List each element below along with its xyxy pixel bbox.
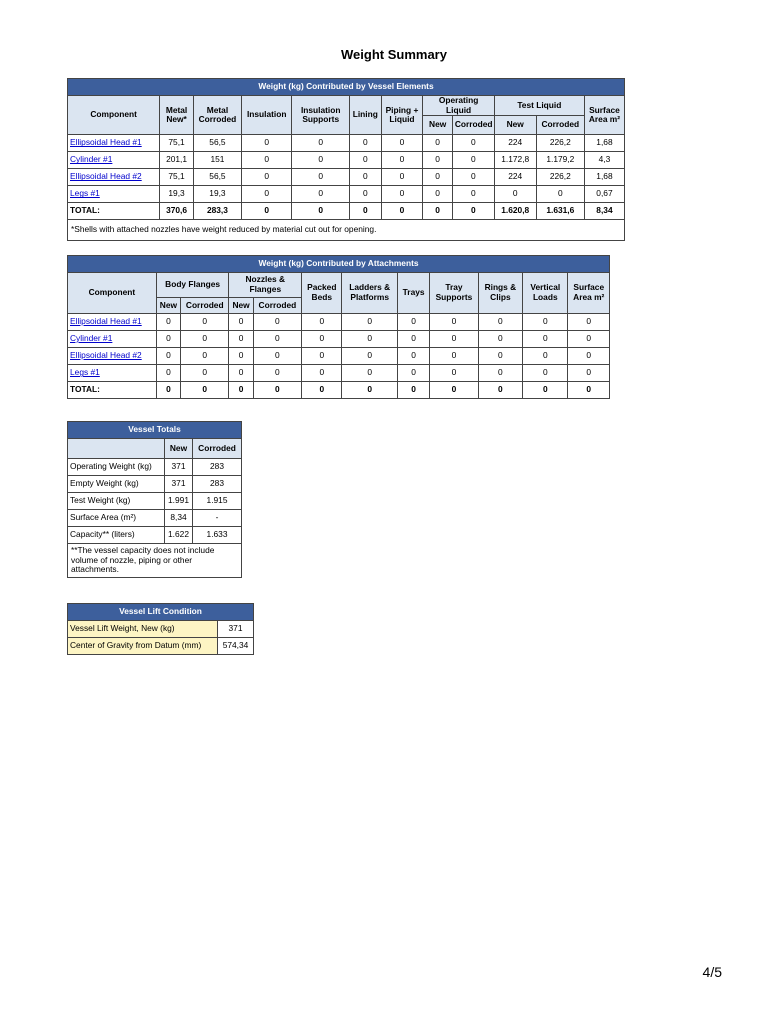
cell: 0 <box>350 152 381 169</box>
cell: 0 <box>342 348 398 365</box>
cell: 0 <box>242 186 292 203</box>
header-test-liquid: Test Liquid <box>494 96 584 116</box>
cell: 0 <box>397 365 429 382</box>
cell: 75,1 <box>160 135 194 152</box>
component-link[interactable]: Cylinder #1 <box>70 154 113 165</box>
cell: 0 <box>156 314 180 331</box>
cell: 1.172,8 <box>494 152 536 169</box>
cell: 0 <box>397 331 429 348</box>
table-row <box>68 459 242 476</box>
cell: 8,34 <box>584 203 624 220</box>
cell: 0 <box>452 135 494 152</box>
component-link[interactable]: Cylinder #1 <box>70 333 113 344</box>
cell: 283 <box>193 459 242 476</box>
cell: 0 <box>229 348 253 365</box>
cell: 1.179,2 <box>536 152 584 169</box>
component-link[interactable]: Legs #1 <box>70 367 100 378</box>
cell: 0 <box>478 348 522 365</box>
header-metal-corroded: Metal Corroded <box>193 96 241 135</box>
cell: 0 <box>423 186 452 203</box>
cell: 0 <box>181 365 229 382</box>
cell: 201,1 <box>160 152 194 169</box>
cell: 0 <box>229 365 253 382</box>
cell: 1.633 <box>193 527 242 544</box>
cell: 0 <box>342 365 398 382</box>
cell: 371 <box>165 476 193 493</box>
row-label: Capacity** (liters) <box>68 527 165 544</box>
cell: 1,68 <box>584 135 624 152</box>
cell: 0 <box>452 203 494 220</box>
cell: 0 <box>342 314 398 331</box>
cell: 0 <box>423 152 452 169</box>
row-label: Center of Gravity from Datum (mm) <box>68 638 218 655</box>
cell: 19,3 <box>160 186 194 203</box>
cell: 574,34 <box>218 638 254 655</box>
cell: 0 <box>452 186 494 203</box>
total-label: TOTAL: <box>68 203 160 220</box>
header-corroded: Corroded <box>452 116 494 135</box>
table-row <box>68 493 242 510</box>
header-new: New <box>494 116 536 135</box>
cell: 371 <box>218 621 254 638</box>
cell: 0 <box>478 331 522 348</box>
header-insulation: Insulation <box>242 96 292 135</box>
cell: 0 <box>302 365 342 382</box>
header-surface-area: Surface Area m² <box>568 273 610 314</box>
header-trays: Trays <box>397 273 429 314</box>
cell: 0 <box>568 382 610 399</box>
cell: 75,1 <box>160 169 194 186</box>
cell: 0 <box>452 152 494 169</box>
cell: 19,3 <box>193 186 241 203</box>
table-row <box>68 527 242 544</box>
cell: 0 <box>423 169 452 186</box>
cell: 224 <box>494 169 536 186</box>
cell: 0 <box>292 135 350 152</box>
header-body-flanges: Body Flanges <box>156 273 229 298</box>
cell: 283,3 <box>193 203 241 220</box>
table-row <box>68 314 610 331</box>
row-label: Vessel Lift Weight, New (kg) <box>68 621 218 638</box>
cell: 0 <box>302 348 342 365</box>
cell: 283 <box>193 476 242 493</box>
row-label: Operating Weight (kg) <box>68 459 165 476</box>
total-row <box>68 203 625 220</box>
cell: 0 <box>181 382 229 399</box>
header-new: New <box>165 439 193 459</box>
cell: 56,5 <box>193 135 241 152</box>
header-ladders-platforms: Ladders & Platforms <box>342 273 398 314</box>
page-number: 4/5 <box>702 964 722 980</box>
cell: 1,68 <box>584 169 624 186</box>
cell: 0 <box>156 331 180 348</box>
cell: 1.915 <box>193 493 242 510</box>
header-component: Component <box>68 96 160 135</box>
cell: 0 <box>253 348 301 365</box>
cell: 370,6 <box>160 203 194 220</box>
table-row <box>68 365 610 382</box>
header-corroded: Corroded <box>536 116 584 135</box>
header-insulation-supports: Insulation Supports <box>292 96 350 135</box>
header-new: New <box>423 116 452 135</box>
table-row <box>68 186 625 203</box>
cell: 0 <box>478 314 522 331</box>
cell: 0 <box>242 169 292 186</box>
row-label: Surface Area (m²) <box>68 510 165 527</box>
cell: 0 <box>381 203 423 220</box>
header-corroded: Corroded <box>253 298 301 314</box>
cell: 0 <box>478 382 522 399</box>
cell: 0 <box>292 152 350 169</box>
section-title: Vessel Lift Condition <box>68 604 254 621</box>
cell: 0 <box>292 186 350 203</box>
footnote: *Shells with attached nozzles have weight reduced by material cut out for opening. <box>68 220 625 241</box>
section-title: Weight (kg) Contributed by Attachments <box>68 256 610 273</box>
cell: 0 <box>342 382 398 399</box>
cell: 0 <box>397 348 429 365</box>
table-row <box>68 476 242 493</box>
header-tray-supports: Tray Supports <box>430 273 478 314</box>
header-lining: Lining <box>350 96 381 135</box>
cell: 1.631,6 <box>536 203 584 220</box>
table-row <box>68 348 610 365</box>
header-rings-clips: Rings & Clips <box>478 273 522 314</box>
cell: 0 <box>430 331 478 348</box>
cell: 0 <box>536 186 584 203</box>
attachments-table <box>67 255 610 399</box>
cell: 0 <box>381 186 423 203</box>
cell: 224 <box>494 135 536 152</box>
cell: 0 <box>242 135 292 152</box>
header-surface-area: Surface Area m² <box>584 96 624 135</box>
cell: 0 <box>452 169 494 186</box>
cell: - <box>193 510 242 527</box>
table-row <box>68 638 254 655</box>
cell: 0 <box>302 382 342 399</box>
cell: 0 <box>397 314 429 331</box>
cell: 0 <box>302 331 342 348</box>
component-link[interactable]: Ellipsoidal Head #1 <box>70 137 142 148</box>
cell: 0 <box>350 186 381 203</box>
header-packed-beds: Packed Beds <box>302 273 342 314</box>
table-row <box>68 169 625 186</box>
cell: 1.620,8 <box>494 203 536 220</box>
cell: 0 <box>478 365 522 382</box>
lift-condition-table <box>67 603 254 655</box>
cell: 0 <box>494 186 536 203</box>
cell: 0 <box>381 135 423 152</box>
table-row <box>68 331 610 348</box>
row-label: Test Weight (kg) <box>68 493 165 510</box>
cell: 0 <box>253 331 301 348</box>
cell: 0 <box>350 203 381 220</box>
cell: 151 <box>193 152 241 169</box>
cell: 4,3 <box>584 152 624 169</box>
total-label: TOTAL: <box>68 382 157 399</box>
cell: 0 <box>181 348 229 365</box>
header-blank <box>68 439 165 459</box>
cell: 0 <box>523 331 568 348</box>
cell: 0 <box>423 203 452 220</box>
cell: 0 <box>292 203 350 220</box>
cell: 0,67 <box>584 186 624 203</box>
cell: 0 <box>253 365 301 382</box>
cell: 0 <box>229 331 253 348</box>
cell: 0 <box>302 314 342 331</box>
header-component: Component <box>68 273 157 314</box>
cell: 0 <box>568 314 610 331</box>
cell: 0 <box>242 152 292 169</box>
header-corroded: Corroded <box>193 439 242 459</box>
table-row <box>68 152 625 169</box>
cell: 0 <box>156 365 180 382</box>
row-label: Empty Weight (kg) <box>68 476 165 493</box>
cell: 0 <box>342 331 398 348</box>
cell: 56,5 <box>193 169 241 186</box>
cell: 0 <box>381 152 423 169</box>
header-nozzles-flanges: Nozzles & Flanges <box>229 273 302 298</box>
section-title: Weight (kg) Contributed by Vessel Elements <box>68 79 625 96</box>
cell: 8,34 <box>165 510 193 527</box>
cell: 0 <box>381 169 423 186</box>
cell: 0 <box>156 348 180 365</box>
cell: 1.622 <box>165 527 193 544</box>
cell: 0 <box>181 314 229 331</box>
cell: 0 <box>523 348 568 365</box>
cell: 0 <box>568 365 610 382</box>
cell: 0 <box>350 135 381 152</box>
cell: 0 <box>568 348 610 365</box>
cell: 1.991 <box>165 493 193 510</box>
component-link[interactable]: Ellipsoidal Head #2 <box>70 171 142 182</box>
cell: 0 <box>292 169 350 186</box>
header-operating-liquid: Operating Liquid <box>423 96 494 116</box>
vessel-totals-table <box>67 421 242 578</box>
table-row <box>68 135 625 152</box>
table-row <box>68 621 254 638</box>
header-corroded: Corroded <box>181 298 229 314</box>
header-piping-liquid: Piping + Liquid <box>381 96 423 135</box>
cell: 0 <box>523 382 568 399</box>
component-link[interactable]: Ellipsoidal Head #1 <box>70 316 142 327</box>
cell: 0 <box>350 169 381 186</box>
cell: 0 <box>156 382 180 399</box>
header-new: New <box>229 298 253 314</box>
cell: 226,2 <box>536 135 584 152</box>
header-new: New <box>156 298 180 314</box>
cell: 0 <box>523 314 568 331</box>
cell: 0 <box>253 314 301 331</box>
cell: 0 <box>229 314 253 331</box>
cell: 226,2 <box>536 169 584 186</box>
cell: 0 <box>430 382 478 399</box>
table-row <box>68 510 242 527</box>
footnote: **The vessel capacity does not include volume of nozzle, piping or other attachments. <box>68 544 242 578</box>
vessel-elements-table <box>67 78 625 241</box>
cell: 0 <box>430 365 478 382</box>
cell: 0 <box>181 331 229 348</box>
header-vertical-loads: Vertical Loads <box>523 273 568 314</box>
cell: 0 <box>242 203 292 220</box>
component-link[interactable]: Legs #1 <box>70 188 100 199</box>
cell: 0 <box>229 382 253 399</box>
cell: 0 <box>253 382 301 399</box>
total-row <box>68 382 610 399</box>
cell: 0 <box>568 331 610 348</box>
cell: 371 <box>165 459 193 476</box>
cell: 0 <box>397 382 429 399</box>
section-title: Vessel Totals <box>68 422 242 439</box>
cell: 0 <box>430 348 478 365</box>
cell: 0 <box>523 365 568 382</box>
header-metal-new: Metal New* <box>160 96 194 135</box>
cell: 0 <box>423 135 452 152</box>
page-title: Weight Summary <box>341 47 447 62</box>
component-link[interactable]: Ellipsoidal Head #2 <box>70 350 142 361</box>
cell: 0 <box>430 314 478 331</box>
